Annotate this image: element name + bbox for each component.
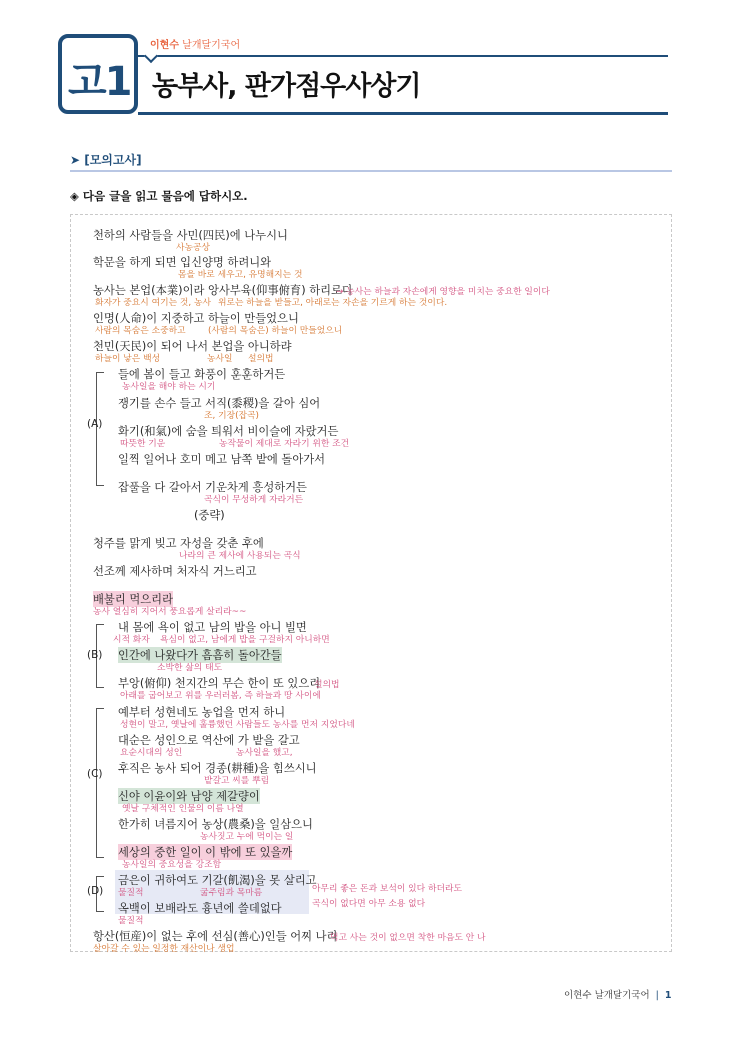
page-number: 1: [664, 990, 672, 1001]
poem-line-23: 금은이 귀하여도 기갈(飢渴)을 못 살리고: [118, 874, 317, 887]
label-c: (C): [87, 768, 103, 780]
title-rule: [138, 112, 668, 115]
poem-line-12: 선조께 제사하며 처자식 거느리고: [93, 565, 257, 578]
gloss-25a: 먹고 사는 것이 없으면 착한 마음도 안 나: [330, 933, 486, 943]
poem-line-14: 내 몸에 욕이 없고 남의 밥을 아니 빌면: [118, 621, 307, 634]
instruction: [70, 188, 248, 204]
gloss-14a: 시적 화자: [113, 635, 150, 645]
poem-line-10: 잡풀을 다 갈아서 기운차게 흥성하거든: [118, 481, 307, 494]
footer-series: 날개달기국어: [594, 990, 650, 1001]
footer-separator: |: [655, 990, 659, 1001]
gloss-23b: 굶주림과 목마름: [200, 888, 263, 898]
gloss-2: 몸을 바로 세우고, 유명해지는 것: [178, 270, 303, 280]
poem-line-8: 화기(和氣)에 숨을 틔워서 비이슬에 자랐거든: [118, 425, 339, 438]
unit-badge: [58, 34, 138, 114]
label-b: (B): [87, 649, 103, 661]
header-divider: [138, 55, 668, 57]
badge-number: 1: [104, 59, 131, 105]
gloss-24b: 곡식이 없다면 아무 소용 없다: [312, 899, 426, 909]
gloss-22: 농사일의 중요성을 강조함: [122, 860, 222, 870]
poem-line-2: 학문을 하게 되면 입신양명 하려니와: [93, 256, 272, 269]
gloss-20: 옛날 구체적인 인물의 이름 나열: [122, 804, 244, 814]
poem-line-16: 부앙(俯仰) 천지간의 무슨 한이 또 있으리: [118, 677, 321, 690]
poem-line-6: 들에 봄이 들고 화풍이 훈훈하거든: [118, 368, 286, 381]
gloss-23c: 아무리 좋은 돈과 보석이 있다 하더라도: [312, 884, 462, 894]
label-d: (D): [87, 885, 104, 897]
poem-line-11: 청주를 맑게 빚고 자성을 갖춘 후에: [93, 537, 264, 550]
page-footer: [564, 987, 672, 1001]
poem-line-4: 인명(人命)이 지중하고 하늘이 만들었으니: [93, 312, 299, 325]
gloss-16a: 설의법: [314, 680, 340, 690]
gloss-3c: 위로는 하늘을 받들고, 아래로는 자손을 기르게 하는 것이다.: [218, 298, 448, 308]
instruction-text: 다음 글을 읽고 물음에 답하시오.: [82, 189, 248, 203]
gloss-8b: 농작물이 제대로 자라기 위한 조건: [219, 439, 350, 449]
gloss-6: 농사일을 해야 하는 시기: [122, 382, 216, 392]
poem-line-22: 세상의 중한 일이 이 밖에 또 있을까: [118, 846, 293, 859]
gloss-4b: (사람의 목숨은) 하늘이 만들었으니: [208, 326, 343, 336]
gloss-11: 나라의 큰 제사에 사용되는 곡식: [179, 551, 301, 561]
gloss-18b: 농사일을 했고,: [236, 748, 293, 758]
series-author: 이현수: [150, 40, 179, 51]
gloss-14b: 욕심이 없고, 남에게 밥을 구걸하지 아니하면: [160, 635, 330, 645]
poem-line-3: 농사는 본업(本業)이라 앙사부육(仰事俯育) 하리로다: [93, 284, 353, 297]
bracket-c: [96, 708, 104, 858]
gloss-8a: 따뜻한 기운: [120, 439, 166, 449]
poem-line-21: 한가히 녀름지어 농상(農桑)을 일삼으니: [118, 818, 313, 831]
poem-line-5: 천민(天民)이 되어 나서 본업을 아니하랴: [93, 340, 292, 353]
section-label: [모의고사]: [84, 153, 142, 167]
gloss-19: 밭갈고 씨를 뿌림: [204, 776, 270, 786]
gloss-5a: 하늘이 낳은 백성: [95, 354, 161, 364]
gloss-13: 농사 열심히 지어서 풍요롭게 살리라~~: [93, 607, 247, 617]
gloss-16b: 아래를 굽어보고 위를 우러러봄, 즉 하늘과 땅 사이에: [120, 691, 321, 701]
gloss-1: 사농공상: [176, 243, 210, 253]
gloss-15: 소박한 삶의 태도: [157, 663, 223, 673]
gloss-24a: 물질적: [118, 916, 144, 926]
poem-line-24: 옥백이 보배라도 흉년에 쓸데없다: [118, 902, 282, 915]
gloss-25b: 살아갈 수 있는 일정한 재산이나 생업: [93, 944, 235, 954]
gloss-18a: 요순시대의 성인: [120, 748, 183, 758]
poem-line-1: 천하의 사람들을 사민(四民)에 나누시니: [93, 229, 288, 242]
series-name: 날개달기국어: [182, 40, 241, 51]
label-a: (A): [87, 418, 103, 430]
poem-line-17: 예부터 성현네도 농업을 먼저 하니: [118, 706, 286, 719]
footer-author: 이현수: [564, 990, 592, 1001]
gloss-23a: 물질적: [118, 888, 144, 898]
poem-line-20: 신야 이윤이와 남양 제갈량이: [118, 790, 260, 803]
section-heading: [70, 151, 142, 168]
diamond-icon: ◈: [70, 189, 83, 203]
chevron-right-icon: ➤: [70, 153, 85, 167]
gloss-10: 곡식이 무성하게 자라거든: [204, 495, 304, 505]
poem-line-13: 배불리 먹으리라: [93, 593, 173, 606]
gloss-21: 농사짓고 누에 먹이는 일: [200, 832, 294, 842]
gloss-7: 조, 기장(잡곡): [204, 411, 259, 421]
poem-line-9: 일찍 일어나 호미 메고 남쪽 밭에 돌아가서: [118, 453, 326, 466]
gloss-3b: 화자가 중요시 여기는 것, 농사: [95, 298, 211, 308]
section-rule: [70, 170, 672, 172]
gloss-3a: → 농사는 하늘과 자손에게 영향을 미치는 중요한 일이다: [336, 287, 550, 297]
gloss-5b: 농사일: [207, 354, 233, 364]
series-label: [150, 36, 240, 51]
gloss-5c: 설의법: [248, 354, 274, 364]
page-title: 농부사, 판가점우사상기: [152, 71, 421, 102]
header-notch: [144, 49, 158, 63]
poem-line-19: 후직은 농사 되어 경종(耕種)을 힘쓰시니: [118, 762, 317, 775]
omission-mark: (중략): [194, 509, 225, 522]
poem-line-15: 인간에 나왔다가 흠흠히 돌아간들: [118, 649, 282, 662]
gloss-17: 성현이 말고, 옛날에 훌륭했던 사람들도 농사를 먼저 지었다네: [120, 720, 355, 730]
badge-prefix: 고: [68, 59, 105, 105]
poem-line-7: 쟁기를 손수 들고 서직(黍稷)을 갈아 심어: [118, 397, 321, 410]
gloss-4a: 사람의 목숨은 소중하고: [95, 326, 186, 336]
poem-line-18: 대순은 성인으로 역산에 가 밭을 갈고: [118, 734, 300, 747]
poem-line-25: 항산(恒産)이 없는 후에 선심(善心)인들 어찌 나리: [93, 930, 338, 943]
